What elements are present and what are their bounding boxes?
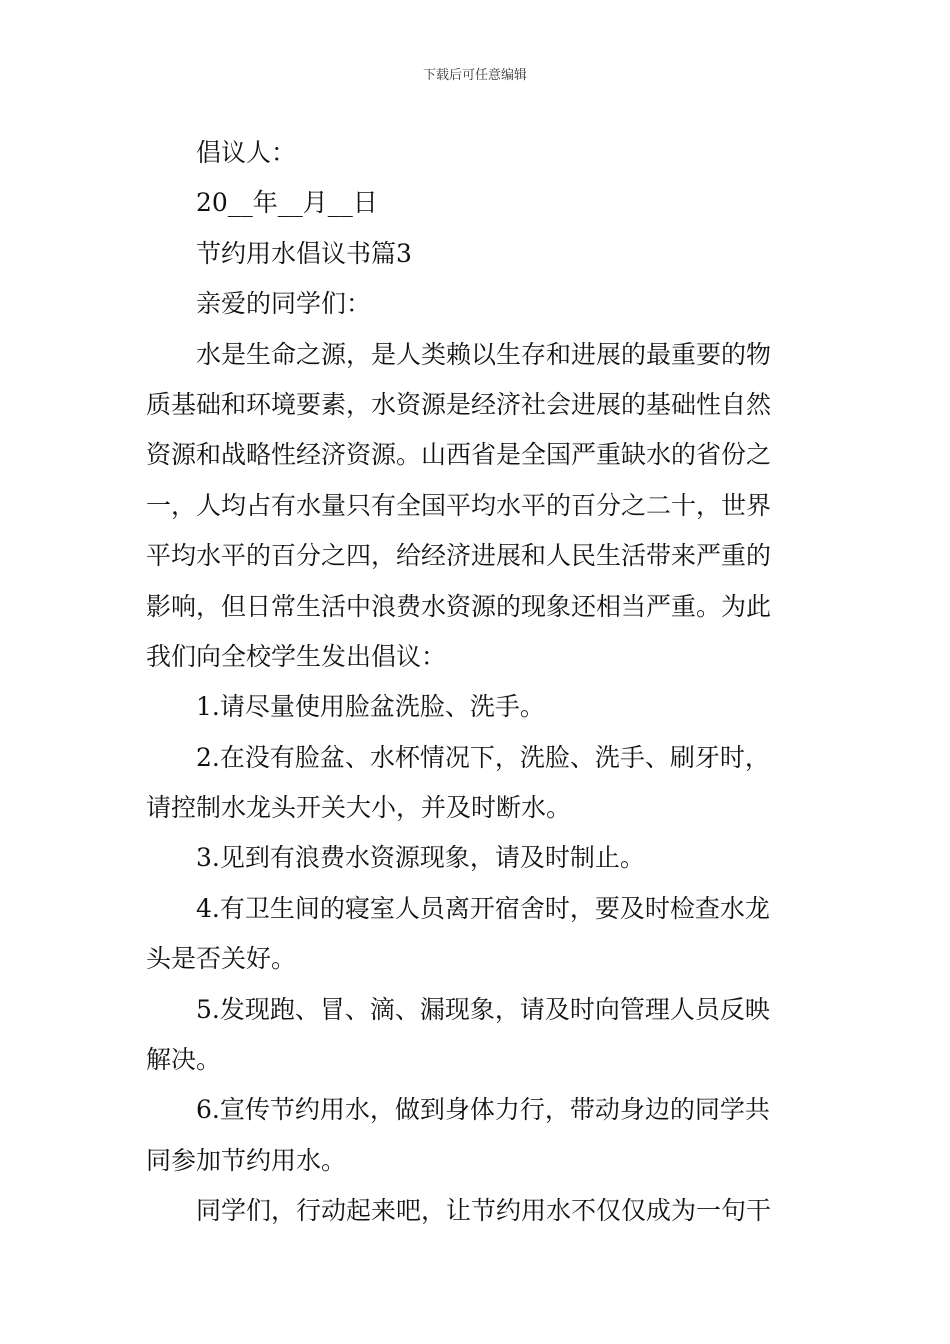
list-item: 1.请尽量使用脸盆洗脸、洗手。: [196, 692, 545, 722]
text-line: 亲爱的同学们：: [196, 289, 372, 319]
list-item: 2.在没有脸盆、水杯情况下，洗脸、洗手、刷牙时，: [196, 742, 770, 772]
header-note: 下载后可任意编辑: [422, 68, 527, 83]
list-item: 6.宣传节约用水，做到身体力行，带动身边的同学共: [196, 1095, 770, 1125]
list-item: 4.有卫生间的寝室人员离开宿舍时，要及时检查水龙: [196, 893, 770, 923]
text-line: 倡议人：: [196, 138, 297, 167]
text-line: 影响，但日常生活中浪费水资源的现象还相当严重。为此: [146, 591, 772, 621]
text-line: 平均水平的百分之四，给经济进展和人民生活带来严重的: [146, 541, 772, 571]
text-line: 水是生命之源，是人类赖以生存和进展的最重要的物: [196, 339, 772, 369]
text-line: 资源和战略性经济资源。山西省是全国严重缺水的省份之: [146, 440, 772, 470]
text-line: 同参加节约用水。: [146, 1145, 347, 1175]
text-line: 20__年__月__日: [196, 188, 378, 218]
text-line: 同学们，行动起来吧，让节约用水不仅仅成为一句干: [196, 1196, 772, 1226]
document-body: [146, 128, 808, 1237]
text-line: 头是否关好。: [146, 944, 297, 974]
text-line: 质基础和环境要素，水资源是经济社会进展的基础性自然: [146, 389, 772, 419]
text-line: 一，人均占有水量只有全国平均水平的百分之二十，世界: [146, 490, 772, 520]
text-line: 解决。: [146, 1045, 222, 1075]
text-line: 请控制水龙头开关大小，并及时断水。: [146, 793, 572, 823]
text-line: 节约用水倡议书篇3: [196, 238, 412, 268]
list-item: 3.见到有浪费水资源现象，请及时制止。: [196, 843, 645, 873]
list-item: 5.发现跑、冒、滴、漏现象，请及时向管理人员反映: [196, 994, 770, 1024]
text-line: 我们向全校学生发出倡议：: [146, 641, 447, 671]
